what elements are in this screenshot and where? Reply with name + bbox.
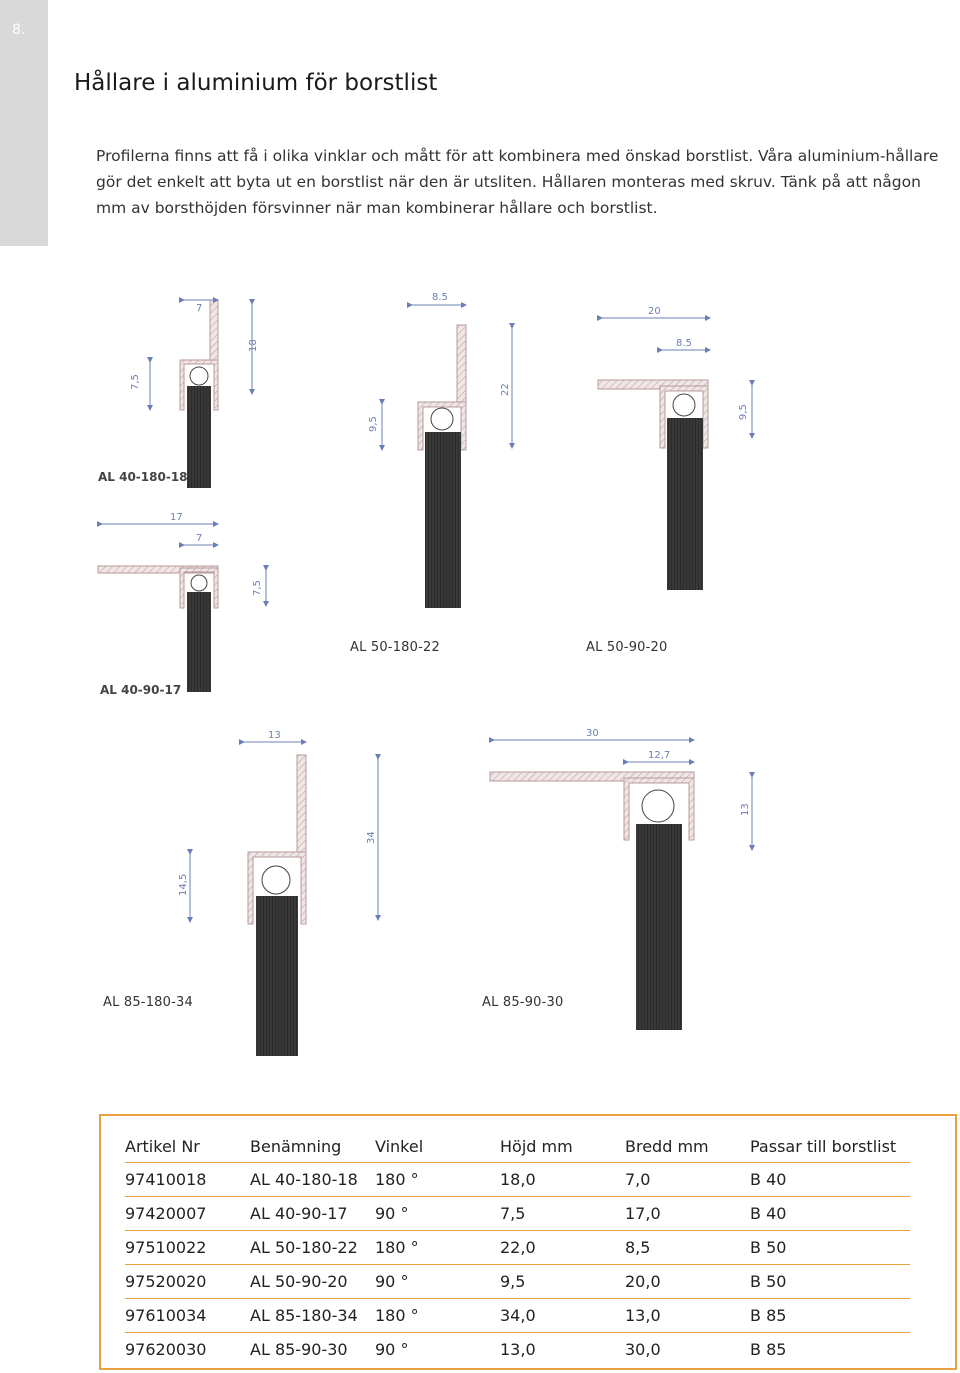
cell: 7,0	[625, 1163, 750, 1197]
cell: B 50	[750, 1231, 910, 1265]
cell: 180 °	[375, 1231, 500, 1265]
brush-bulb	[431, 408, 453, 430]
header-artikel-nr: Artikel Nr	[125, 1131, 250, 1163]
label-al-50-90-20: AL 50-90-20	[586, 640, 668, 655]
cell: 90 °	[375, 1197, 500, 1231]
table-row	[125, 1231, 910, 1265]
cell: 7,5	[500, 1197, 625, 1231]
dim-width: 17	[170, 512, 183, 523]
page-title: Hållare i aluminium för borstlist	[74, 70, 438, 96]
brush-bulb	[191, 575, 207, 591]
table-row	[125, 1333, 910, 1367]
cell: 180 °	[375, 1299, 500, 1333]
cell: B 85	[750, 1340, 787, 1359]
cell: AL 50-90-20	[250, 1265, 375, 1299]
table-header-row	[125, 1131, 910, 1163]
table-row	[125, 1265, 910, 1299]
product-table	[99, 1114, 957, 1370]
dim-height: 13	[740, 803, 751, 816]
page-number: 8.	[12, 22, 26, 38]
header-hojd: Höjd mm	[500, 1131, 625, 1163]
profile-flange	[297, 755, 306, 855]
table-row	[125, 1197, 910, 1231]
cell: 18,0	[500, 1163, 625, 1197]
cell: 97610034	[125, 1299, 250, 1333]
cell: 97420007	[125, 1197, 250, 1231]
table-row	[125, 1299, 910, 1333]
dim-channel: 7,5	[130, 374, 141, 390]
cell: 180 °	[375, 1163, 500, 1197]
cell: 22,0	[500, 1231, 625, 1265]
brush-bristles	[667, 418, 703, 590]
cell: AL 85-90-30	[250, 1340, 348, 1359]
label-al-85-90-30: AL 85-90-30	[482, 995, 564, 1010]
brush-bulb	[190, 367, 208, 385]
brush-bulb	[673, 394, 695, 416]
drawing-label: AL 40-90-17	[100, 683, 182, 697]
cell: B 85	[750, 1299, 910, 1333]
cell: 97520020	[125, 1265, 250, 1299]
cell: 13,0	[500, 1340, 536, 1359]
cell: 90 °	[375, 1265, 500, 1299]
cell: 17,0	[625, 1197, 750, 1231]
drawing-al-85-90-30	[490, 728, 752, 1030]
brush-bristles	[425, 432, 461, 608]
cell: 20,0	[625, 1265, 750, 1299]
cell: 97410018	[125, 1163, 250, 1197]
cell: 90 °	[375, 1340, 409, 1359]
drawing-label: AL 40-180-18	[98, 470, 188, 484]
header-vinkel: Vinkel	[375, 1131, 500, 1163]
header-benamning: Benämning	[250, 1131, 375, 1163]
profile-flange	[457, 325, 466, 405]
drawing-al-40-180-18	[98, 300, 259, 488]
cell: 97510022	[125, 1231, 250, 1265]
header-passar: Passar till borstlist	[750, 1131, 910, 1163]
cell: 30,0	[625, 1340, 661, 1359]
dim-channel-width: 7	[196, 533, 203, 544]
dim-channel-width: 12,7	[648, 750, 671, 761]
cell: AL 50-180-22	[250, 1231, 375, 1265]
brush-bulb	[642, 790, 674, 822]
dim-width: 13	[268, 730, 281, 741]
brush-bristles	[256, 896, 298, 1056]
drawing-al-40-90-17	[98, 512, 266, 697]
cell: AL 85-180-34	[250, 1299, 375, 1333]
cell: 9,5	[500, 1265, 625, 1299]
cell: B 40	[750, 1197, 910, 1231]
cell: 13,0	[625, 1299, 750, 1333]
dim-channel-width: 8.5	[676, 338, 692, 349]
dim-height: 34	[366, 831, 377, 844]
cell: AL 40-90-17	[250, 1197, 375, 1231]
drawing-al-50-180-22	[368, 292, 512, 608]
intro-paragraph: Profilerna finns att få i olika vinklar och mått för att kombinera med önskad borstlist. Våra aluminium-hållare gör det enkelt att byta ut en borstlist när den är utsliten. Hållaren monteras med skruv. Tänk på att någon mm av borsthöjden försvinner när man kombinerar hållare och borstlist.	[96, 147, 939, 217]
cell: 97620030	[125, 1340, 207, 1359]
header-bredd: Bredd mm	[625, 1131, 750, 1163]
cell: AL 40-180-18	[250, 1163, 375, 1197]
dim-height: 22	[500, 383, 511, 396]
profile-flange	[210, 300, 218, 362]
drawing-al-85-180-34	[178, 730, 378, 1056]
brush-bristles	[187, 592, 211, 692]
brush-bristles	[187, 386, 211, 488]
label-al-85-180-34: AL 85-180-34	[103, 995, 193, 1010]
cell: 8,5	[625, 1231, 750, 1265]
brush-bristles	[636, 824, 682, 1030]
dim-height: 7,5	[252, 580, 263, 596]
label-al-50-180-22: AL 50-180-22	[350, 640, 440, 655]
dim-width: 7	[196, 303, 203, 314]
cell: B 40	[750, 1163, 910, 1197]
dim-height: 18	[248, 339, 259, 352]
cell: B 50	[750, 1265, 910, 1299]
dim-channel: 9,5	[368, 416, 379, 432]
dim-width: 30	[586, 728, 599, 739]
dim-height: 9,5	[738, 404, 749, 420]
dim-width: 20	[648, 306, 661, 317]
dim-width: 8.5	[432, 292, 448, 303]
drawing-al-50-90-20	[598, 306, 752, 590]
cell: 34,0	[500, 1299, 625, 1333]
brush-bulb	[262, 866, 290, 894]
table-row	[125, 1163, 910, 1197]
dim-channel: 14,5	[178, 873, 189, 896]
